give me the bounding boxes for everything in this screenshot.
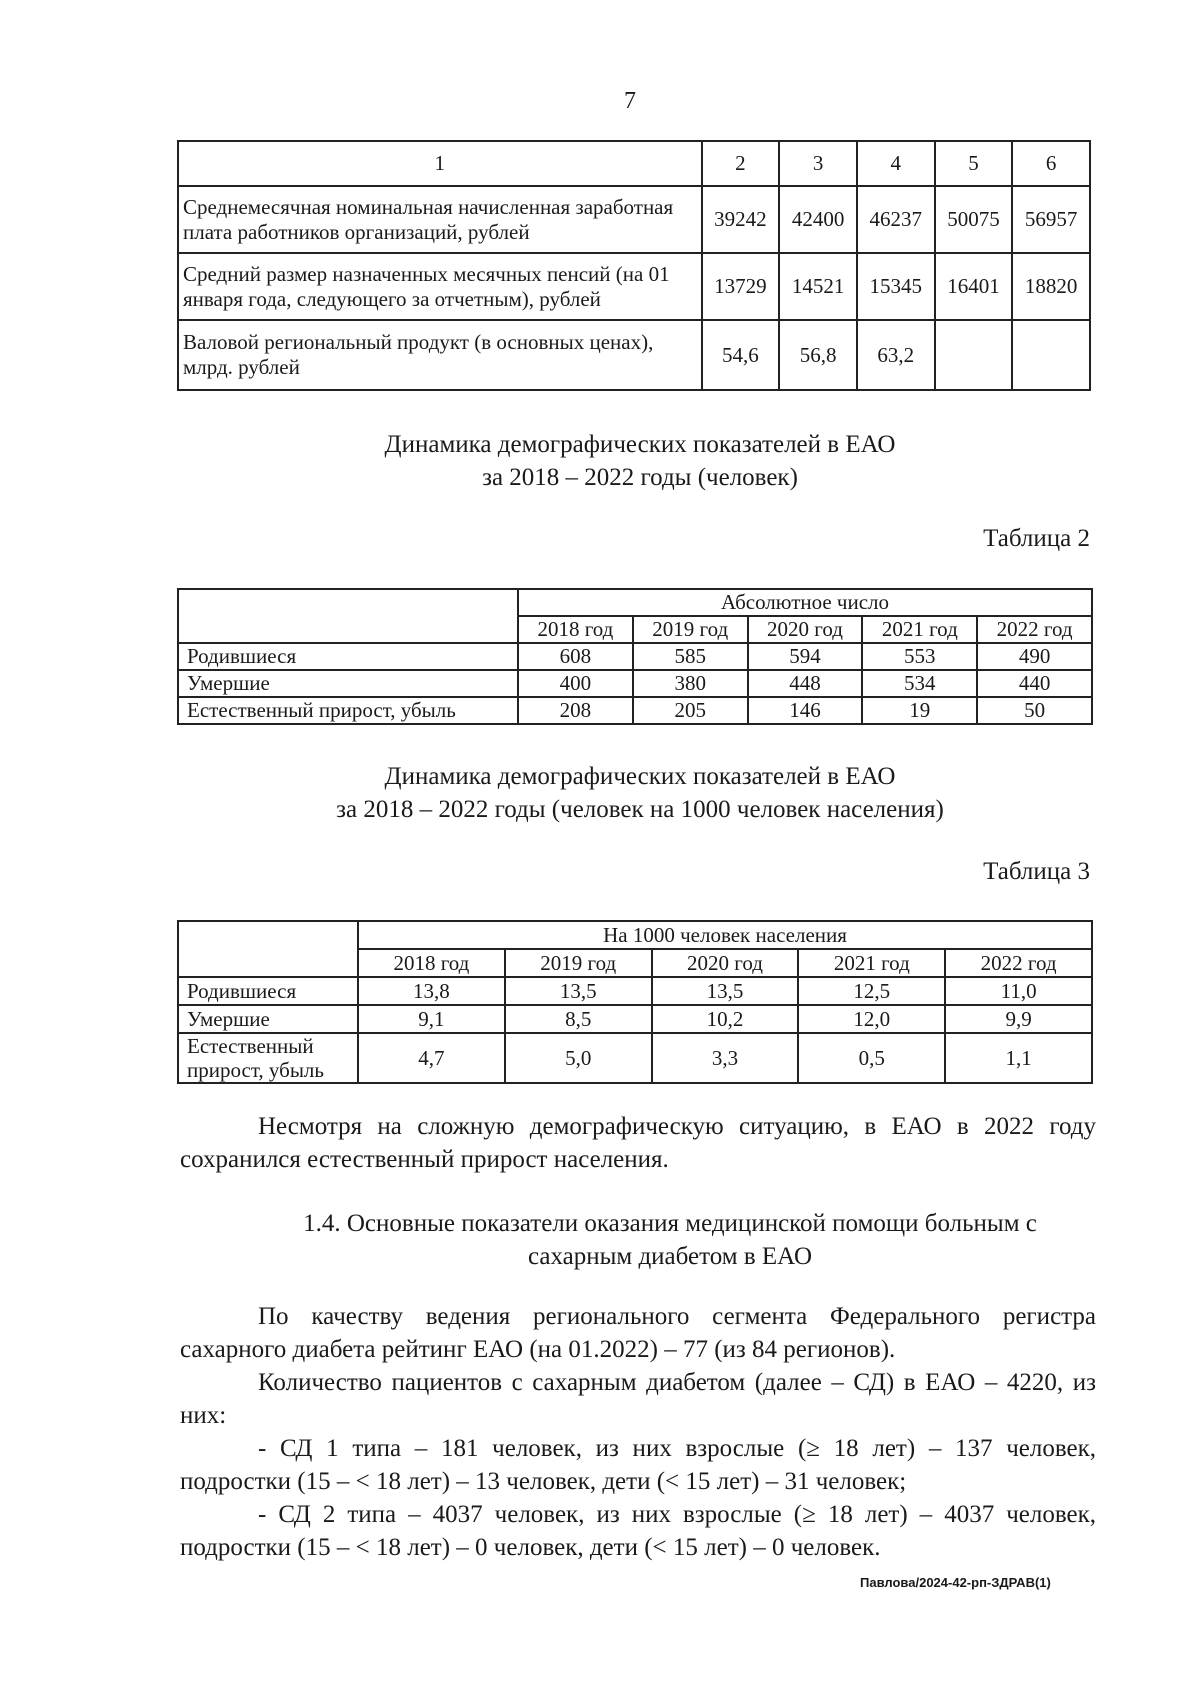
header-cell: 5 [935,141,1013,186]
paragraph: По качеству ведения регионального сегмента Федерального регистра сахарного диабета рейтинг ЕАО (на 01.2022) – 77 (из 84 регионов). [180,1303,1096,1363]
row-label: Умершие [178,670,518,697]
cell: 0,5 [798,1033,945,1083]
table-header-row [178,141,1090,186]
cell: 12,0 [798,1005,945,1033]
cell: 13729 [702,253,780,320]
cell: 13,5 [505,977,652,1005]
table-row [178,697,1092,724]
cell: 585 [633,643,748,670]
cell: 1,1 [945,1033,1092,1083]
cell: 12,5 [798,977,945,1005]
table-row [178,1005,1092,1033]
year-header: 2022 год [977,616,1092,643]
year-header: 2019 год [633,616,748,643]
header-cell: 3 [779,141,857,186]
cell: 8,5 [505,1005,652,1033]
cell [1012,320,1090,390]
economic-indicators-table [177,140,1091,391]
paragraph: - СД 1 типа – 181 человек, из них взрослые (≥ 18 лет) – 137 человек, подростки (15 – < 18 лет) – 13 человек, дети (< 15 лет) – 31 человек; [180,1435,1096,1495]
table-row [178,1033,1092,1083]
table-row [178,186,1090,253]
section-heading-line2: сахарным диабетом в ЕАО [527,1243,813,1270]
year-header: 2018 год [358,949,505,977]
cell: 440 [977,670,1092,697]
table-row [178,643,1092,670]
cell: 13,5 [652,977,799,1005]
cell: 594 [748,643,863,670]
cell: 14521 [779,253,857,320]
cell: 490 [977,643,1092,670]
section-1-4-heading [240,1207,1100,1273]
table3-title-line2: за 2018 – 2022 годы (человек на 1000 человек населения) [336,796,944,823]
row-label: Естественный прирост, убыль [178,1033,358,1083]
cell: 400 [518,670,633,697]
corner-cell [178,921,358,977]
cell: 10,2 [652,1005,799,1033]
cell: 11,0 [945,977,1092,1005]
year-header: 2022 год [945,949,1092,977]
cell: 42400 [779,186,857,253]
year-header: 2019 год [505,949,652,977]
header-cell: 4 [857,141,935,186]
cell: 448 [748,670,863,697]
corner-cell [178,589,518,643]
year-header: 2021 год [798,949,945,977]
table3-title [250,760,1030,826]
cell: 205 [633,697,748,724]
year-header: 2018 год [518,616,633,643]
cell: 553 [862,643,977,670]
table2-title-line2: за 2018 – 2022 годы (человек) [482,464,798,491]
paragraph: Количество пациентов с сахарным диабетом (далее – СД) в ЕАО – 4220, из них: [180,1369,1096,1429]
cell: 146 [748,697,863,724]
document-footer-id: Павлова/2024-42-рп-ЗДРАВ(1) [860,1575,1051,1590]
cell: 54,6 [702,320,780,390]
cell: 13,8 [358,977,505,1005]
cell: 56,8 [779,320,857,390]
group-header: Абсолютное число [518,589,1092,616]
table3-label: Таблица 3 [983,858,1090,885]
row-label: Естественный прирост, убыль [178,697,518,724]
row-label: Средний размер назначенных месячных пенсий (на 01 января года, следующего за отчетным), рублей [178,253,702,320]
row-label: Родившиеся [178,977,358,1005]
cell: 208 [518,697,633,724]
cell: 46237 [857,186,935,253]
cell: 39242 [702,186,780,253]
row-label: Среднемесячная номинальная начисленная заработная плата работников организаций, рублей [178,186,702,253]
row-label: Умершие [178,1005,358,1033]
table3-title-line1: Динамика демографических показателей в ЕАО [384,763,896,790]
table2-title [250,428,1030,494]
cell: 9,1 [358,1005,505,1033]
table-header-row [178,921,1092,949]
page-number: 7 [624,88,636,114]
paragraph: - СД 2 типа – 4037 человек, из них взрослые (≥ 18 лет) – 4037 человек, подростки (15 – < 18 лет) – 0 человек, дети (< 15 лет) – 0 человек. [180,1501,1096,1561]
cell [935,320,1013,390]
cell: 534 [862,670,977,697]
cell: 608 [518,643,633,670]
cell: 5,0 [505,1033,652,1083]
cell: 16401 [935,253,1013,320]
table-row [178,320,1090,390]
demography-paragraph: Несмотря на сложную демографическую ситуацию, в ЕАО в 2022 году сохранился естественный прирост населения. [180,1113,1096,1173]
header-cell: 2 [702,141,780,186]
cell: 380 [633,670,748,697]
cell: 15345 [857,253,935,320]
demographics-absolute-table [177,588,1093,725]
cell: 63,2 [857,320,935,390]
header-cell: 6 [1012,141,1090,186]
cell: 50075 [935,186,1013,253]
table-row [178,977,1092,1005]
row-label: Родившиеся [178,643,518,670]
cell: 50 [977,697,1092,724]
cell: 18820 [1012,253,1090,320]
table-row [178,253,1090,320]
table2-label: Таблица 2 [983,525,1090,552]
table2-title-line1: Динамика демографических показателей в ЕАО [384,431,896,458]
cell: 56957 [1012,186,1090,253]
row-label: Валовой региональный продукт (в основных ценах), млрд. рублей [178,320,702,390]
cell: 3,3 [652,1033,799,1083]
cell: 19 [862,697,977,724]
year-header: 2021 год [862,616,977,643]
cell: 9,9 [945,1005,1092,1033]
year-header: 2020 год [652,949,799,977]
table-header-row [178,589,1092,616]
cell: 4,7 [358,1033,505,1083]
header-cell: 1 [178,141,702,186]
diabetes-text [180,1300,1096,1564]
section-heading-line1: 1.4. Основные показатели оказания медицинской помощи больным с [303,1210,1037,1237]
demographics-per-1000-table [177,920,1093,1084]
year-header: 2020 год [748,616,863,643]
table-row [178,670,1092,697]
group-header: На 1000 человек населения [358,921,1092,949]
